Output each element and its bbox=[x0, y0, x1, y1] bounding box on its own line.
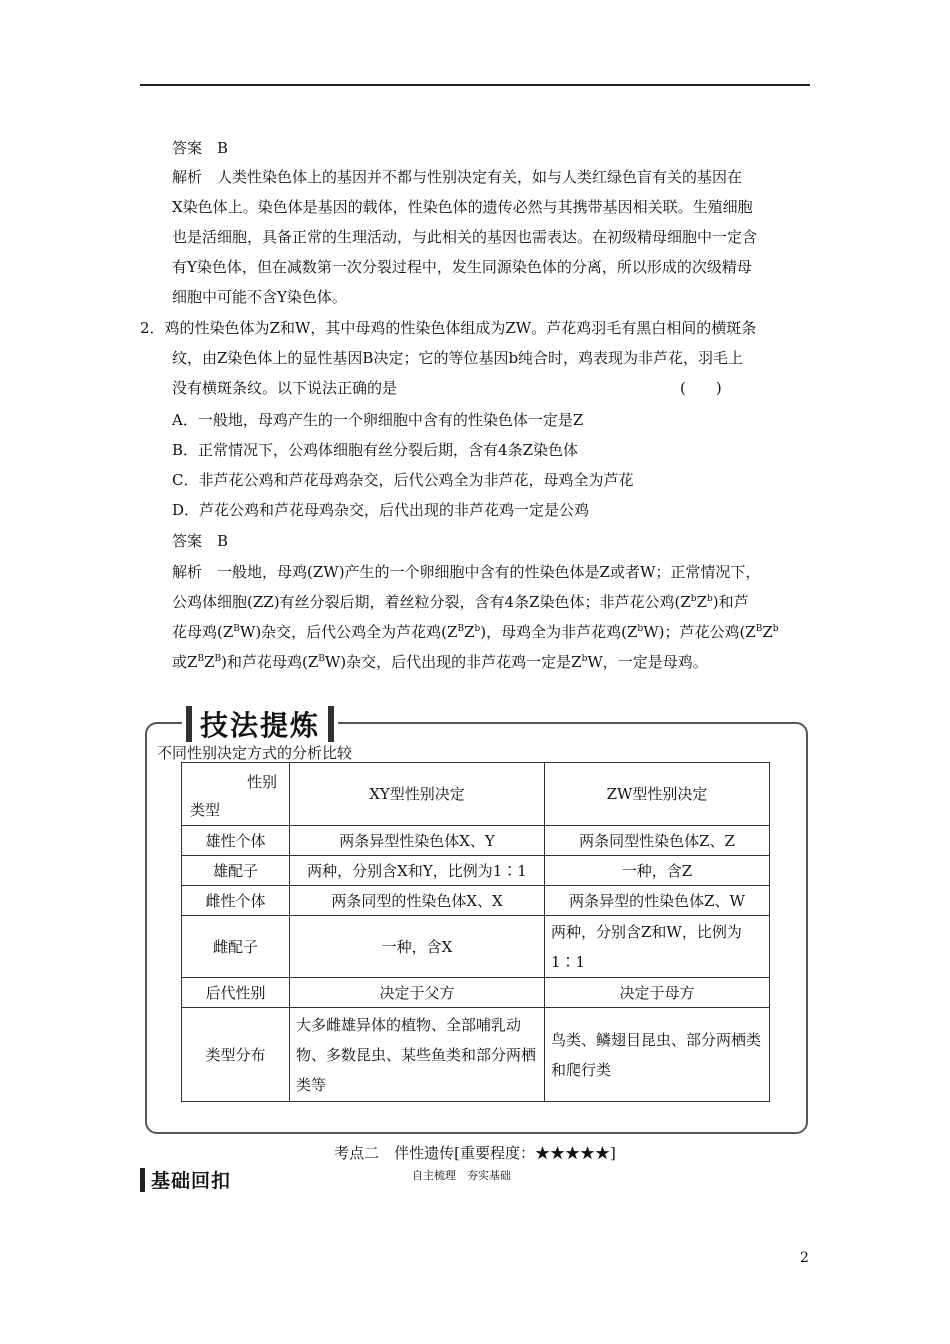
row-label: 雌配子 bbox=[182, 916, 290, 978]
jichu-heading bbox=[140, 1166, 231, 1193]
q2-option-c: C．非芦花公鸡和芦花母鸡杂交，后代公鸡全为非芦花，母鸡全为芦花 bbox=[172, 471, 634, 489]
diag-bottom-label: 类型 bbox=[190, 801, 221, 819]
q2-option-d: D．芦花公鸡和芦花母鸡杂交，后代出现的非芦花鸡一定是公鸡 bbox=[172, 501, 590, 519]
q1-analysis-line: X染色体上。染色体是基因的载体，性染色体的遗传必然与其携带基因相关联。生殖细胞 bbox=[172, 198, 753, 216]
header-zw: ZW型性别决定 bbox=[545, 763, 770, 826]
table-row bbox=[182, 916, 770, 978]
table-row bbox=[182, 856, 770, 886]
table-row bbox=[182, 886, 770, 916]
xy-cell: 两条异型性染色体X、Y bbox=[290, 826, 545, 856]
q1-analysis-line: 解析 人类性染色体上的基因并不都与性别决定有关，如与人类红绿色盲有关的基因在 bbox=[172, 168, 743, 186]
q1-analysis-line: 有Y染色体，但在减数第一次分裂过程中，发生同源染色体的分离，所以形成的次级精母 bbox=[172, 258, 752, 276]
q2-analysis-line: 花母鸡$(Z^BW)$杂交，后代公鸡全为芦花鸡$(Z^BZ^b)$，母鸡全为非芦花鸡$(Z^bW)$；芦花公鸡($Z^BZ^b$ bbox=[172, 623, 779, 641]
q2-answer: 答案 B bbox=[172, 532, 229, 550]
xy-cell: 两种，分别含X和Y，比例为1∶1 bbox=[290, 856, 545, 886]
diagonal-header-cell bbox=[182, 763, 290, 826]
xy-cell: 两条同型的性染色体X、X bbox=[290, 886, 545, 916]
technique-title bbox=[182, 704, 338, 744]
q2-stem-line: 2．鸡的性染色体为Z和W，其中母鸡的性染色体组成为ZW。芦花鸡羽毛有黑白相间的横斑条 bbox=[140, 319, 757, 337]
q2-analysis-line: 解析 一般地，母鸡(ZW)产生的一个卵细胞中含有的性染色体是Z或者W；正常情况下， bbox=[172, 563, 761, 581]
zw-cell: 两条异型的性染色体Z、W bbox=[545, 886, 770, 916]
answer-bracket: ( ) bbox=[680, 379, 722, 397]
title-bar-right bbox=[328, 706, 334, 742]
table-row bbox=[182, 826, 770, 856]
xy-cell: 一种，含X bbox=[290, 916, 545, 978]
zw-cell: 一种，含Z bbox=[545, 856, 770, 886]
xy-cell: 决定于父方 bbox=[290, 978, 545, 1008]
row-label: 雄性个体 bbox=[182, 826, 290, 856]
q2-stem-line: 纹，由Z染色体上的显性基因B决定；它的等位基因b纯合时，鸡表现为非芦花，羽毛上 bbox=[172, 349, 744, 367]
q1-answer: 答案 B bbox=[172, 139, 229, 157]
table-caption: 不同性别决定方式的分析比较 bbox=[157, 744, 353, 762]
jichu-text: 基础回扣 bbox=[151, 1170, 232, 1192]
row-label: 雄配子 bbox=[182, 856, 290, 886]
q2-stem-line: 没有横斑条纹。以下说法正确的是 bbox=[172, 379, 398, 397]
q2-option-b: B．正常情况下，公鸡体细胞有丝分裂后期，含有4条Z染色体 bbox=[172, 441, 578, 459]
zw-cell: 决定于母方 bbox=[545, 978, 770, 1008]
header-xy: XY型性别决定 bbox=[290, 763, 545, 826]
diag-top-label: 性别 bbox=[246, 773, 277, 791]
technique-title-text: 技法提炼 bbox=[200, 709, 321, 742]
q2-analysis-line: 公鸡体细胞(ZZ)有丝分裂后期，着丝粒分裂，含有4条Z染色体；非芦花公鸡$(Z^bZ^b)$和芦 bbox=[172, 593, 749, 611]
q1-analysis-line: 也是活细胞，具备正常的生理活动，与此相关的基因也需表达。在初级精母细胞中一定含 bbox=[172, 228, 758, 246]
q2-option-a: A．一般地，母鸡产生的一个卵细胞中含有的性染色体一定是Z bbox=[172, 411, 584, 429]
comparison-table bbox=[181, 762, 770, 1102]
zw-cell: 鸟类、鳞翅目昆虫、部分两栖类和爬行类 bbox=[545, 1008, 770, 1102]
xy-cell: 大多雌雄异体的植物、全部哺乳动物、多数昆虫、某些鱼类和部分两栖类等 bbox=[290, 1008, 545, 1102]
q2-analysis-line: 或$Z^BZ^B$)和芦花母鸡$(Z^BW)$杂交，后代出现的非芦花鸡一定是$Z^bW$，一定是母鸡。 bbox=[172, 653, 708, 671]
kaodian-heading: 考点二 伴性遗传[重要程度：★★★★★] bbox=[334, 1144, 616, 1162]
page-number: 2 bbox=[800, 1250, 809, 1266]
table-header-row bbox=[182, 763, 770, 826]
table-row bbox=[182, 1008, 770, 1102]
sub-note: 自主梳理 夯实基础 bbox=[412, 1169, 511, 1182]
row-label: 类型分布 bbox=[182, 1008, 290, 1102]
table-row bbox=[182, 978, 770, 1008]
jichu-bar bbox=[140, 1168, 145, 1192]
header-rule bbox=[140, 84, 810, 86]
zw-cell: 两种，分别含Z和W，比例为1∶1 bbox=[545, 916, 770, 978]
row-label: 雌性个体 bbox=[182, 886, 290, 916]
row-label: 后代性别 bbox=[182, 978, 290, 1008]
zw-cell: 两条同型性染色体Z、Z bbox=[545, 826, 770, 856]
q1-analysis-line: 细胞中可能不含Y染色体。 bbox=[172, 288, 347, 306]
